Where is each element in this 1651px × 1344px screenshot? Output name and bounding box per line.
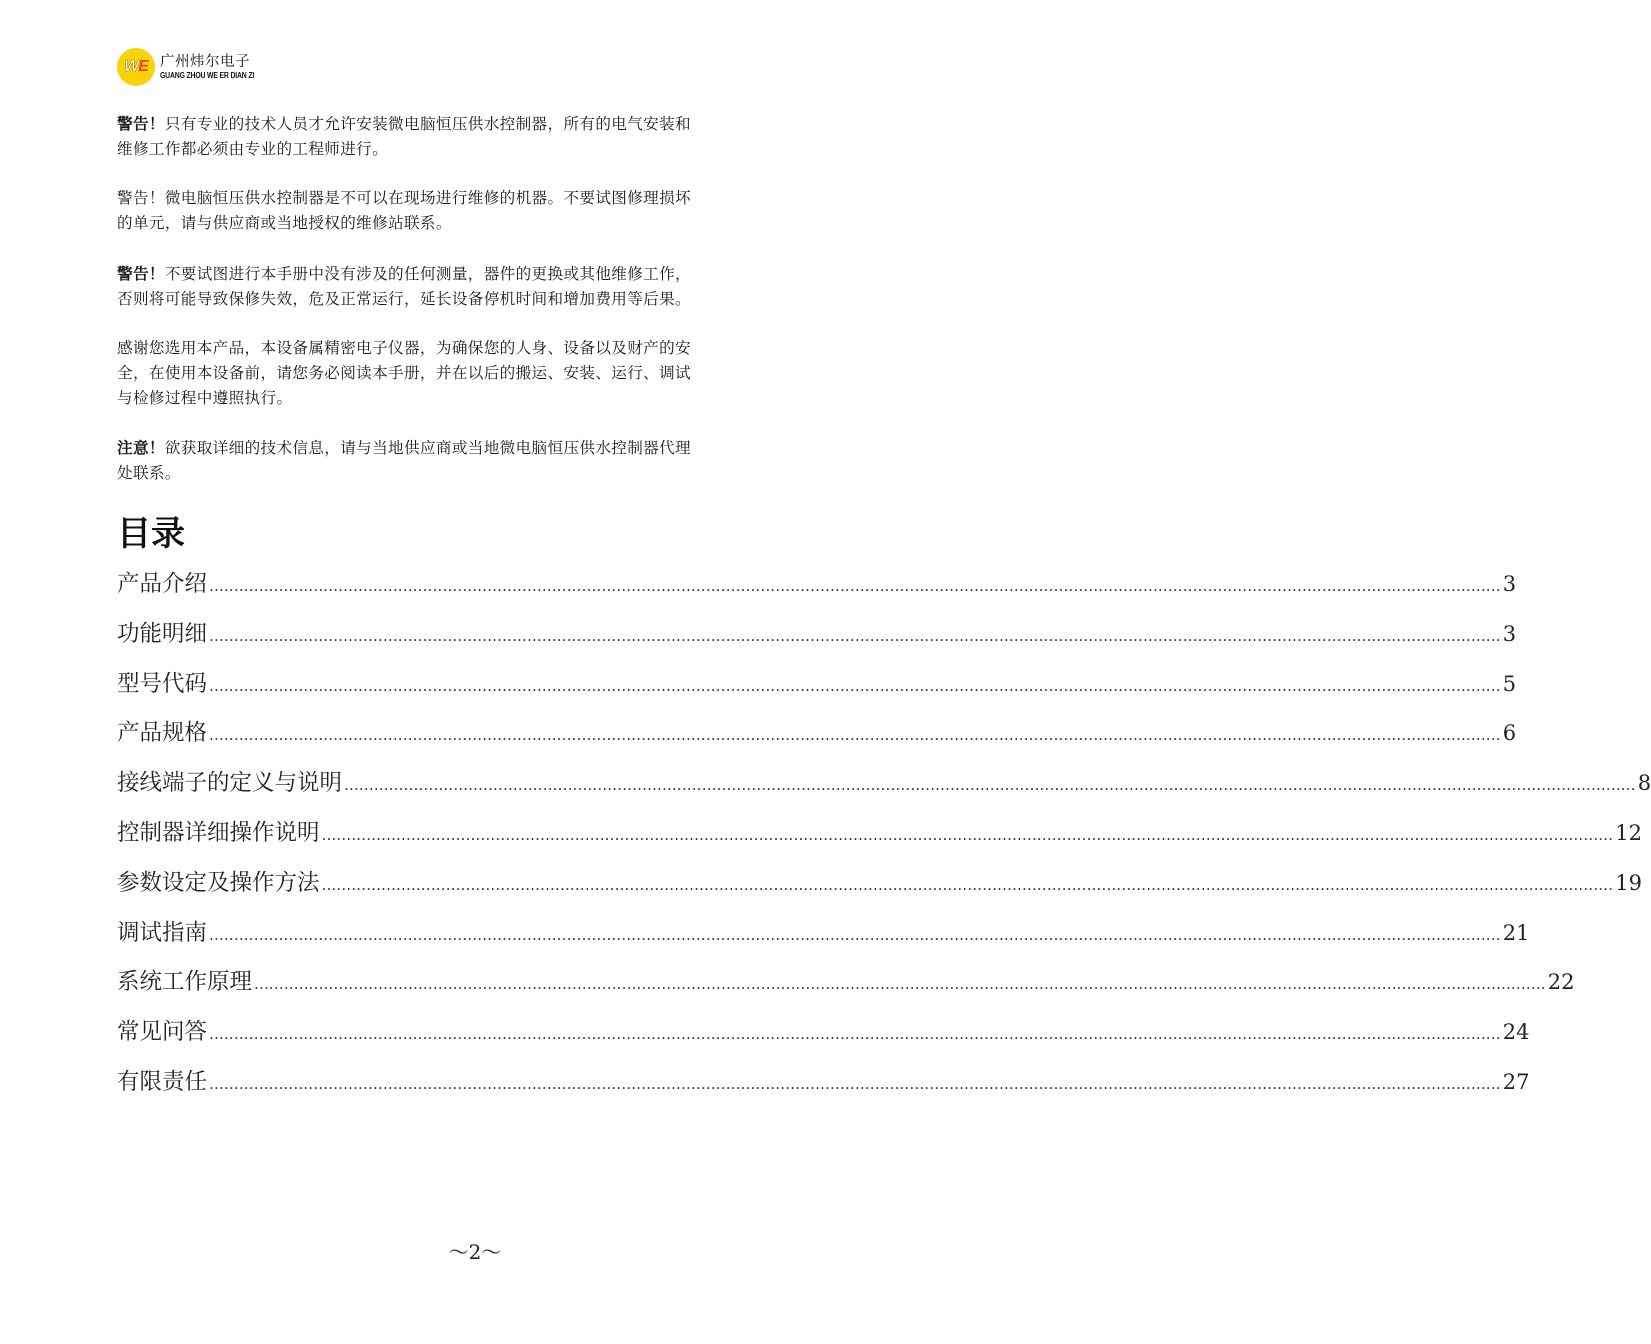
company-logo xyxy=(117,47,269,87)
paragraph-line: 微电脑恒压供水控制器是不可以在现场进行维修的机器。不要试图修理损坏 xyxy=(164,189,691,207)
toc-entry-page: 5 xyxy=(1502,671,1517,696)
toc-entry-label: 有限责任 xyxy=(117,1068,208,1095)
toc-entry[interactable] xyxy=(117,711,1517,761)
toc-entry-page: 19 xyxy=(1615,870,1642,895)
toc-entry-label: 产品规格 xyxy=(117,720,208,747)
paragraph-line: 感谢您选用本产品，本设备属精密电子仪器，为确保您的人身、设备以及财产的安 xyxy=(117,339,691,357)
toc-entry-label: 功能明细 xyxy=(117,620,208,647)
toc-entry[interactable] xyxy=(117,1060,1530,1110)
toc-dot-leader: .................................................................................................................................................................................................................................................................... xyxy=(209,726,1501,745)
toc-dot-leader: .................................................................................................................................................................................................................................................................... xyxy=(209,1025,1501,1044)
toc-entry[interactable] xyxy=(117,811,1642,861)
warning-lead: 警告！ xyxy=(117,189,165,207)
toc-title: 目录 xyxy=(117,514,185,554)
notice-paragraph xyxy=(117,435,817,486)
toc-entry[interactable] xyxy=(117,960,1575,1010)
toc-dot-leader: .................................................................................................................................................................................................................................................................... xyxy=(344,776,1636,795)
toc-entry-label: 调试指南 xyxy=(117,919,208,946)
thanks-paragraph xyxy=(117,336,817,411)
toc-dot-leader: .................................................................................................................................................................................................................................................................... xyxy=(209,925,1501,944)
toc-entry[interactable] xyxy=(117,911,1530,961)
warning-paragraph-1 xyxy=(117,111,817,162)
warning-lead: 警告！ xyxy=(117,264,165,283)
warning-paragraph-2 xyxy=(117,186,817,236)
paragraph-line: 与检修过程中遵照执行。 xyxy=(117,389,293,407)
notice-lead: 注意！ xyxy=(117,438,165,457)
paragraph-line: 欲获取详细的技术信息，请与当地供应商或当地微电脑恒压供水控制器代理 xyxy=(164,439,691,457)
toc-entry-label: 参数设定及操作方法 xyxy=(117,869,320,896)
toc-entry[interactable] xyxy=(117,1010,1530,1060)
warning-paragraph-3 xyxy=(117,261,817,312)
toc-entry-label: 型号代码 xyxy=(117,670,208,697)
paragraph-line: 处联系。 xyxy=(117,464,181,482)
toc-dot-leader: .................................................................................................................................................................................................................................................................... xyxy=(209,676,1501,695)
toc-entry[interactable] xyxy=(117,562,1517,612)
toc-entry-page: 3 xyxy=(1502,572,1517,596)
company-name-cn: 广州炜尔电子 xyxy=(160,54,250,70)
toc-dot-leader: .................................................................................................................................................................................................................................................................... xyxy=(254,975,1546,994)
toc-entry[interactable] xyxy=(117,861,1642,911)
toc-entry-label: 控制器详细操作说明 xyxy=(117,819,320,846)
paragraph-line: 不要试图进行本手册中没有涉及的任何测量，器件的更换或其他维修工作， xyxy=(164,265,691,283)
toc-entry-label: 系统工作原理 xyxy=(117,969,253,996)
toc-entry-page: 12 xyxy=(1615,820,1642,845)
toc-entry-page: 6 xyxy=(1502,721,1517,746)
toc-entry-page: 8 xyxy=(1637,771,1651,796)
toc-dot-leader: .................................................................................................................................................................................................................................................................... xyxy=(209,577,1501,595)
paragraph-line: 全，在使用本设备前，请您务必阅读本手册，并在以后的搬运、安装、运行、调试 xyxy=(117,364,691,382)
toc-entry[interactable] xyxy=(117,662,1517,712)
page-number: ～2～ xyxy=(448,1240,502,1264)
toc-entry[interactable] xyxy=(117,612,1517,662)
toc-entry-label: 常见问答 xyxy=(117,1019,208,1046)
toc-entry-label: 接线端子的定义与说明 xyxy=(117,770,343,797)
paragraph-line: 维修工作都必须由专业的工程师进行。 xyxy=(117,140,389,158)
table-of-contents xyxy=(117,562,1651,1110)
paragraph-line: 否则将可能导致保修失效，危及正常运行，延长设备停机时间和增加费用等后果。 xyxy=(117,290,691,308)
toc-entry[interactable] xyxy=(117,761,1651,811)
we-logo-icon: W E xyxy=(117,47,157,87)
paragraph-line: 只有专业的技术人员才允许安装微电脑恒压供水控制器，所有的电气安装和 xyxy=(164,115,691,133)
toc-entry-page: 21 xyxy=(1502,920,1530,945)
toc-dot-leader: .................................................................................................................................................................................................................................................................... xyxy=(209,1074,1501,1093)
warning-lead: 警告！ xyxy=(117,114,165,133)
toc-entry-page: 27 xyxy=(1502,1069,1530,1094)
paragraph-line: 的单元，请与供应商或当地授权的维修站联系。 xyxy=(117,214,452,232)
toc-dot-leader: .................................................................................................................................................................................................................................................................... xyxy=(209,626,1501,645)
company-name-en: GUANG ZHOU WE ER DIAN ZI xyxy=(160,71,255,80)
toc-entry-label: 产品介绍 xyxy=(117,571,208,597)
toc-dot-leader: .................................................................................................................................................................................................................................................................... xyxy=(321,875,1614,894)
toc-dot-leader: .................................................................................................................................................................................................................................................................... xyxy=(321,825,1614,844)
toc-entry-page: 3 xyxy=(1502,621,1517,646)
toc-entry-page: 22 xyxy=(1547,970,1575,995)
toc-entry-page: 24 xyxy=(1502,1020,1530,1045)
